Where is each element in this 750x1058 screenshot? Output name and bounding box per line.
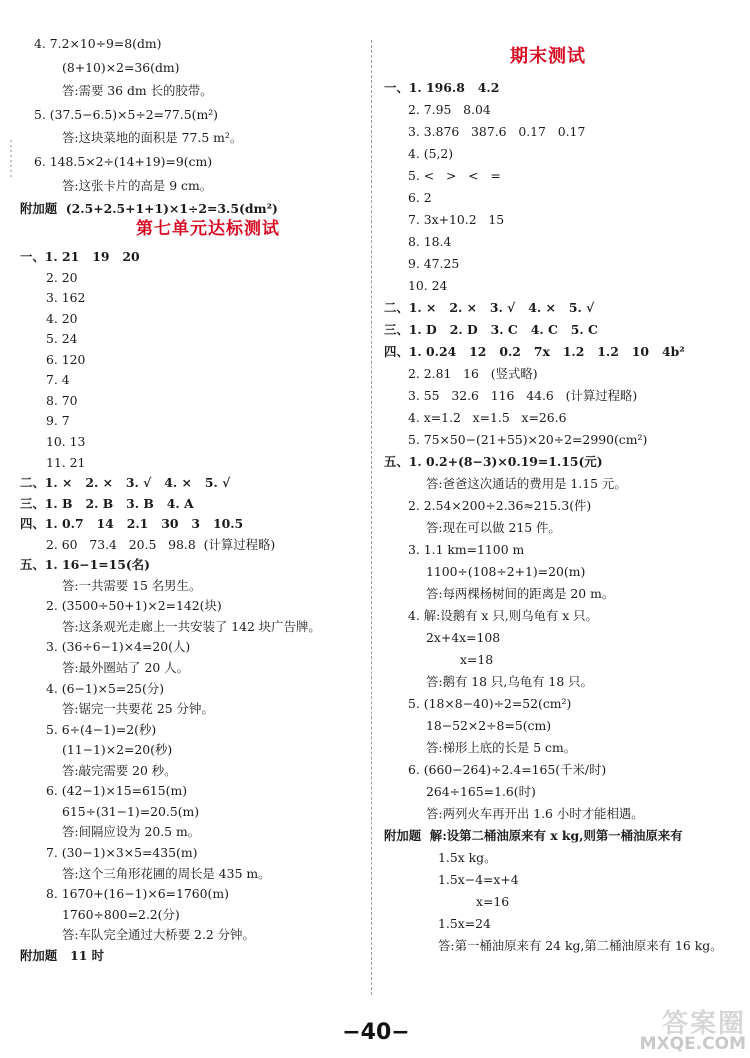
answer-line: 7. (30−1)×3×5=435(m)	[46, 844, 198, 860]
answer-line: 答:梯形上底的长是 5 cm。	[426, 740, 577, 755]
answer-line: 答:这个三角形花圃的周长是 435 m。	[62, 865, 271, 881]
answer-line: 264÷165=1.6(时)	[426, 784, 536, 799]
answer-line: (8+10)×2=36(dm)	[62, 59, 180, 75]
answer-line: 5. (37.5−6.5)×5÷2=77.5(m²)	[34, 106, 218, 122]
answer-line: 答:爸爸这次通话的费用是 1.15 元。	[426, 476, 627, 491]
answer-line: 答:车队完全通过大桥要 2.2 分钟。	[62, 927, 255, 943]
answer-line: 6. 148.5×2÷(14+19)=9(cm)	[34, 154, 213, 169]
answer-line: 附加题 解:设第二桶油原来有 x kg,则第一桶油原来有	[384, 828, 683, 843]
answer-line: 四、1. 0.7 14 2.1 30 3 10.5	[20, 516, 244, 532]
answer-line: 答:鹅有 18 只,乌龟有 18 只。	[426, 674, 593, 689]
answer-line: 二、1. × 2. × 3. √ 4. × 5. √	[384, 300, 595, 315]
answer-line: 答:现在可以做 215 件。	[426, 520, 561, 535]
answer-line: 8. 70	[46, 392, 78, 408]
answer-line: 7. 4	[46, 372, 70, 388]
answer-line: 答:最外圈站了 20 人。	[62, 660, 189, 675]
answer-line: 3. 55 32.6 116 44.6 (计算过程略)	[408, 388, 638, 403]
answer-line: 五、1. 16−1=15(名)	[20, 557, 151, 573]
answer-line: x=16	[476, 894, 510, 909]
answer-line: 1.5x−4=x+4	[438, 872, 519, 887]
answer-line: 2. 60 73.4 20.5 98.8 (计算过程略)	[46, 536, 276, 552]
answer-line: 1100÷(108÷2+1)=20(m)	[426, 564, 586, 579]
answer-line: 5. 24	[46, 331, 78, 347]
answer-line: 2. 2.54×200÷2.36≈215.3(件)	[408, 498, 592, 513]
answer-line: 2. 20	[46, 269, 78, 285]
answer-line: 3. 162	[46, 290, 86, 306]
answer-line: 答:这条观光走廊上一共安装了 142 块广告牌。	[62, 618, 321, 634]
answer-line: 答:锯完一共要花 25 分钟。	[62, 701, 214, 717]
answer-line: 5. 6÷(4−1)=2(秒)	[46, 721, 157, 737]
answer-line: 2. 2.81 16 (竖式略)	[408, 366, 538, 381]
answer-line: 1760÷800=2.2(分)	[62, 906, 180, 922]
answer-line: 2x+4x=108	[426, 630, 501, 645]
watermark-bottom: MXQE.COM	[639, 1034, 746, 1054]
answer-line: 9. 7	[46, 413, 70, 429]
answer-line: 5. 75×50−(21+55)×20÷2=2990(cm²)	[408, 432, 648, 447]
answer-line: 4. x=1.2 x=1.5 x=26.6	[408, 410, 567, 425]
answer-line: (11−1)×2=20(秒)	[62, 742, 173, 758]
answer-line: 答:敲完需要 20 秒。	[62, 762, 177, 778]
answer-line: 3. 1.1 km=1100 m	[408, 542, 525, 557]
answer-line: 2. (3500÷50+1)×2=142(块)	[46, 598, 222, 614]
answer-line: 3. 3.876 387.6 0.17 0.17	[408, 124, 586, 139]
final-exam-title: 期末测试	[510, 46, 586, 67]
answer-line: 4. 20	[46, 310, 78, 326]
answer-line: 答:第一桶油原来有 24 kg,第二桶油原来有 16 kg。	[438, 938, 723, 953]
answer-line: 4. 解:设鹅有 x 只,则乌龟有 x 只。	[408, 608, 598, 623]
answer-line: 11. 21	[46, 454, 86, 470]
watermark	[586, 1009, 746, 1056]
answer-line: 答:间隔应设为 20.5 m。	[62, 824, 201, 840]
answer-line: 二、1. × 2. × 3. √ 4. × 5. √	[20, 475, 231, 491]
answer-line: 四、1. 0.24 12 0.2 7x 1.2 1.2 10 4b²	[384, 344, 685, 359]
answer-line: 答:一共需要 15 名男生。	[62, 577, 202, 593]
margin-ticks	[8, 140, 14, 183]
answer-line: x=18	[460, 652, 494, 667]
unit7-title: 第七单元达标测试	[136, 219, 280, 239]
answer-line: 1.5x=24	[438, 916, 491, 931]
answer-line: 6. 2	[408, 190, 432, 205]
answer-line: 6. (42−1)×15=615(m)	[46, 783, 188, 799]
answer-line: 一、1. 196.8 4.2	[384, 80, 500, 95]
answer-line: 4. (6−1)×5=25(分)	[46, 680, 165, 696]
answer-line: 4. 7.2×10÷9=8(dm)	[34, 36, 162, 51]
answer-line: 答:两列火车再开出 1.6 小时才能相遇。	[426, 806, 644, 821]
answer-line: 答:这块菜地的面积是 77.5 m²。	[62, 130, 243, 146]
column-divider	[371, 40, 372, 995]
answer-line: 1.5x kg。	[438, 850, 497, 865]
answer-line: 615÷(31−1)=20.5(m)	[62, 803, 200, 819]
answer-line: 18−52×2÷8=5(cm)	[426, 718, 552, 733]
answer-line: 10. 24	[408, 278, 448, 293]
answer-line: 6. 120	[46, 351, 86, 367]
answer-line: 4. (5,2)	[408, 146, 454, 161]
answer-line: 答:每两棵杨树间的距离是 20 m。	[426, 586, 615, 601]
answer-line: 5. (18×8−40)÷2=52(cm²)	[408, 696, 572, 711]
answer-line: 三、1. B 2. B 3. B 4. A	[20, 495, 194, 511]
answer-line: 三、1. D 2. D 3. C 4. C 5. C	[384, 322, 598, 337]
answer-line: 附加题 (2.5+2.5+1+1)×1÷2=3.5(dm²)	[20, 201, 278, 217]
answer-line: 一、1. 21 19 20	[20, 249, 140, 264]
page-number: −40−	[342, 1020, 410, 1045]
watermark-top: 答案圈	[661, 1009, 746, 1039]
answer-line: 10. 13	[46, 433, 86, 449]
answer-line: 答:这张卡片的高是 9 cm。	[62, 177, 213, 193]
answer-line: 答:需要 36 dm 长的胶带。	[62, 83, 213, 99]
answer-line: 5. < > < =	[408, 168, 501, 183]
answer-line: 8. 18.4	[408, 234, 452, 249]
answer-line: 7. 3x+10.2 15	[408, 212, 505, 227]
answer-line: 2. 7.95 8.04	[408, 102, 491, 117]
answer-line: 五、1. 0.2+(8−3)×0.19=1.15(元)	[384, 454, 603, 469]
answer-line: 9. 47.25	[408, 256, 460, 271]
answer-line: 附加题 11 时	[20, 947, 105, 963]
answer-line: 6. (660−264)÷2.4=165(千米/时)	[408, 762, 607, 777]
answer-line: 8. 1670+(16−1)×6=1760(m)	[46, 886, 229, 902]
answer-line: 3. (36÷6−1)×4=20(人)	[46, 639, 191, 655]
